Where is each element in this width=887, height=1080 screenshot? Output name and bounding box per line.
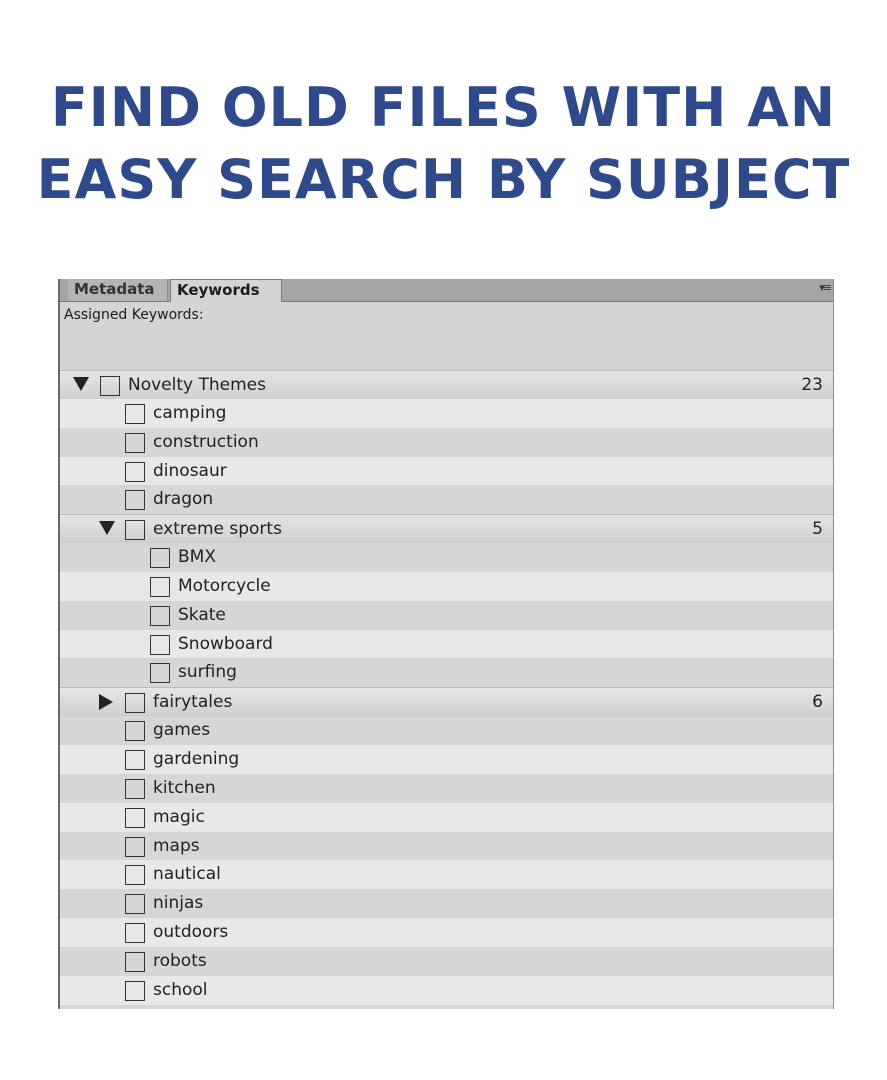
tab-keywords[interactable]: Keywords — [170, 279, 282, 302]
keyword-count: 6 — [812, 692, 823, 713]
keyword-label: Novelty Themes — [128, 375, 266, 395]
keyword-row[interactable] — [60, 947, 833, 976]
keyword-label: kitchen — [153, 777, 216, 798]
keyword-checkbox[interactable] — [125, 750, 145, 770]
keyword-checkbox[interactable] — [125, 490, 145, 510]
keyword-label: BMX — [178, 547, 216, 568]
headline-line-1: FIND OLD FILES WITH AN — [50, 76, 837, 139]
keyword-row[interactable] — [60, 399, 833, 428]
keyword-checkbox[interactable] — [125, 808, 145, 828]
keyword-checkbox[interactable] — [125, 404, 145, 424]
keyword-label: extreme sports — [153, 519, 282, 540]
keyword-checkbox[interactable] — [125, 923, 145, 943]
panel-tab-bar — [60, 279, 833, 302]
keyword-label: camping — [153, 402, 227, 423]
keyword-row[interactable] — [60, 572, 833, 601]
collapsed-triangle-icon[interactable] — [99, 694, 113, 710]
keyword-group-row[interactable] — [60, 514, 833, 543]
keyword-group-row[interactable] — [60, 370, 833, 399]
keyword-row[interactable] — [60, 630, 833, 659]
keyword-label: magic — [153, 806, 205, 827]
keyword-checkbox[interactable] — [125, 462, 145, 482]
keyword-label: ninjas — [153, 893, 204, 914]
assigned-keywords-area — [60, 302, 833, 370]
keyword-label: robots — [153, 950, 207, 971]
keyword-checkbox[interactable] — [150, 606, 170, 626]
expanded-triangle-icon[interactable] — [99, 521, 115, 535]
keyword-row[interactable] — [60, 745, 833, 774]
keyword-checkbox[interactable] — [125, 952, 145, 972]
keyword-checkbox[interactable] — [150, 663, 170, 683]
keyword-checkbox[interactable] — [125, 981, 145, 1001]
keyword-checkbox[interactable] — [150, 635, 170, 655]
keyword-row[interactable] — [60, 601, 833, 630]
keyword-label: Motorcycle — [178, 575, 271, 596]
keyword-checkbox[interactable] — [125, 693, 145, 713]
keyword-row[interactable] — [60, 428, 833, 457]
keyword-label: games — [153, 720, 211, 741]
keyword-checkbox[interactable] — [150, 577, 170, 597]
keyword-label: dragon — [153, 489, 214, 510]
headline — [0, 72, 887, 216]
keyword-checkbox[interactable] — [125, 894, 145, 914]
keyword-list — [60, 370, 833, 1009]
panel-menu-icon[interactable]: ▾≡ — [819, 281, 830, 294]
keyword-row[interactable] — [60, 803, 833, 832]
keyword-count: 5 — [812, 519, 823, 540]
keyword-checkbox[interactable] — [125, 837, 145, 857]
keyword-row[interactable] — [60, 658, 833, 687]
keyword-checkbox[interactable] — [125, 520, 145, 540]
keyword-label: Snowboard — [178, 633, 273, 654]
headline-line-2: EASY SEARCH BY SUBJECT — [36, 148, 851, 211]
keyword-checkbox[interactable] — [150, 548, 170, 568]
keyword-row[interactable] — [60, 485, 833, 514]
keyword-checkbox[interactable] — [125, 433, 145, 453]
assigned-keywords-label: Assigned Keywords: — [64, 307, 204, 323]
keyword-checkbox[interactable] — [100, 376, 120, 396]
tab-metadata[interactable]: Metadata — [68, 279, 168, 301]
keyword-count: 23 — [801, 375, 823, 395]
keyword-label: school — [153, 979, 208, 1000]
keyword-label: fairytales — [153, 692, 233, 713]
keyword-row[interactable] — [60, 457, 833, 486]
keyword-row[interactable] — [60, 543, 833, 572]
keyword-label: Skate — [178, 604, 226, 625]
keyword-label: dinosaur — [153, 460, 227, 481]
keywords-panel — [58, 279, 834, 1009]
keyword-checkbox[interactable] — [125, 721, 145, 741]
expanded-triangle-icon[interactable] — [73, 377, 89, 391]
keyword-row[interactable] — [60, 774, 833, 803]
keyword-row[interactable] — [60, 716, 833, 745]
keyword-label: nautical — [153, 864, 221, 885]
keyword-row[interactable] — [60, 832, 833, 861]
keyword-checkbox[interactable] — [125, 779, 145, 799]
keyword-label: construction — [153, 431, 259, 452]
keyword-label: surfing — [178, 662, 237, 683]
keyword-row[interactable] — [60, 889, 833, 918]
keyword-checkbox[interactable] — [125, 865, 145, 885]
keyword-label: maps — [153, 835, 200, 856]
keyword-row[interactable] — [60, 918, 833, 947]
keyword-group-row[interactable] — [60, 687, 833, 716]
keyword-label: gardening — [153, 748, 240, 769]
keyword-row[interactable] — [60, 976, 833, 1005]
keyword-row[interactable] — [60, 1005, 833, 1009]
keyword-row[interactable] — [60, 860, 833, 889]
keyword-label: outdoors — [153, 922, 229, 943]
